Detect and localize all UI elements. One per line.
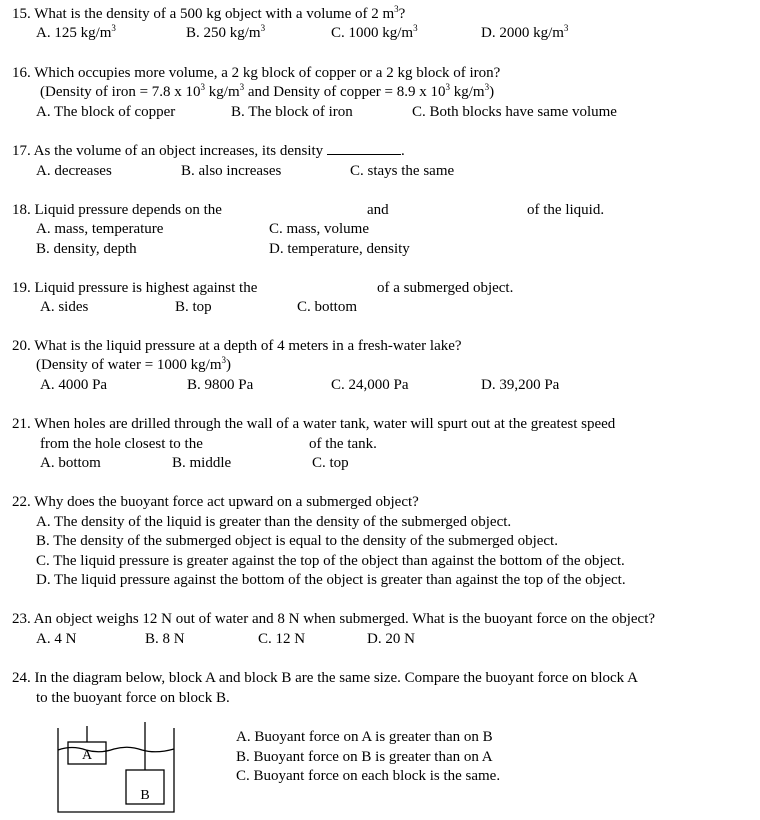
q22-option-d: D. The liquid pressure against the bottom of the object is greater than against the top of the object. (36, 572, 626, 588)
q16-density-note: (Density of iron = 7.8 x $10^3$ $kg/m^3$ and Density of copper = 8.9 x $10^3$ $kg/m^3$) (40, 82, 495, 100)
q17-option-b: B. also increases (181, 163, 282, 179)
q15-option-c: C. 1000 $kg/m^3$ (331, 23, 418, 41)
q24-question-line2: to the buoyant force on block B. (36, 690, 230, 706)
q15-option-b: B. 250 $kg/m^3$ (186, 23, 266, 41)
q21-option-c: C. top (312, 455, 349, 471)
q23-option-b: B. 8 N (145, 631, 185, 647)
q24-question: 24. In the diagram below, block A and block B are the same size. Compare the buoyant force on block A (12, 670, 638, 686)
q17-option-c: C. stays the same (350, 163, 455, 179)
q21-question: 21. When holes are drilled through the wall of a water tank, water will spurt out at the greatest speed (12, 416, 616, 432)
q21-option-b: B. middle (172, 455, 232, 471)
q19-option-b: B. top (175, 299, 212, 315)
q20-option-d: D. 39,200 Pa (481, 377, 560, 393)
q23-option-c: C. 12 N (258, 631, 306, 647)
block-b-label: B (140, 788, 150, 803)
q20-question: 20. What is the liquid pressure at a depth of 4 meters in a fresh-water lake? (12, 338, 462, 354)
q15-option-d: D. 2000 $kg/m^3$ (481, 23, 569, 41)
q22-option-b: B. The density of the submerged object is equal to the density of the submerged object. (36, 533, 558, 549)
q19-option-a: A. sides (40, 299, 89, 315)
q18-option-a: A. mass, temperature (36, 221, 164, 237)
q21-question-end: of the tank. (309, 436, 377, 452)
q18-question-end: of the liquid. (527, 202, 605, 218)
q20-option-c: C. 24,000 Pa (331, 377, 409, 393)
q21-question-line2: from the hole closest to the (40, 436, 203, 452)
q19-question: 19. Liquid pressure is highest against the (12, 280, 258, 296)
q16-option-a: A. The block of copper (36, 104, 176, 120)
q19-option-c: C. bottom (297, 299, 358, 315)
q24-option-a: A. Buoyant force on A is greater than on B (236, 729, 493, 745)
q20-option-b: B. 9800 Pa (187, 377, 254, 393)
q23-question: 23. An object weighs 12 N out of water and 8 N when submerged. What is the buoyant force on the object? (12, 611, 656, 627)
q18-question-mid: and (367, 202, 389, 218)
q17-option-a: A. decreases (36, 163, 112, 179)
q18-option-d: D. temperature, density (269, 241, 410, 257)
q22-question: 22. Why does the buoyant force act upward on a submerged object? (12, 494, 419, 510)
q24-option-c: C. Buoyant force on each block is the same. (236, 768, 501, 784)
q17-question: 17. As the volume of an object increases, its density . (12, 143, 405, 159)
q24-option-b: B. Buoyant force on B is greater than on A (236, 749, 493, 765)
q23-option-d: D. 20 N (367, 631, 415, 647)
q22-option-c: C. The liquid pressure is greater against the top of the object than against the bottom of the object. (36, 553, 625, 569)
buoyancy-diagram (50, 722, 230, 814)
q22-option-a: A. The density of the liquid is greater than the density of the submerged object. (36, 514, 512, 530)
q18-option-b: B. density, depth (36, 241, 137, 257)
q16-option-c: C. Both blocks have same volume (412, 104, 617, 120)
q15-option-a: A. 125 $kg/m^3$ (36, 23, 116, 41)
q18-question: 18. Liquid pressure depends on the (12, 202, 222, 218)
block-a-label: A (81, 748, 93, 763)
water-surface (58, 747, 174, 752)
q19-question-end: of a submerged object. (377, 280, 514, 296)
q20-option-a: A. 4000 Pa (40, 377, 108, 393)
q21-option-a: A. bottom (40, 455, 101, 471)
answer-blank (327, 142, 401, 155)
q18-option-c: C. mass, volume (269, 221, 369, 237)
q16-option-b: B. The block of iron (231, 104, 353, 120)
q20-density-note: (Density of water = 1000 $kg/m^3$) (36, 355, 232, 373)
q16-question: 16. Which occupies more volume, a 2 kg block of copper or a 2 kg block of iron? (12, 65, 501, 81)
q15-question: 15. What is the density of a 500 kg object with a volume of 2 $m^3$? (12, 4, 406, 22)
q23-option-a: A. 4 N (36, 631, 77, 647)
